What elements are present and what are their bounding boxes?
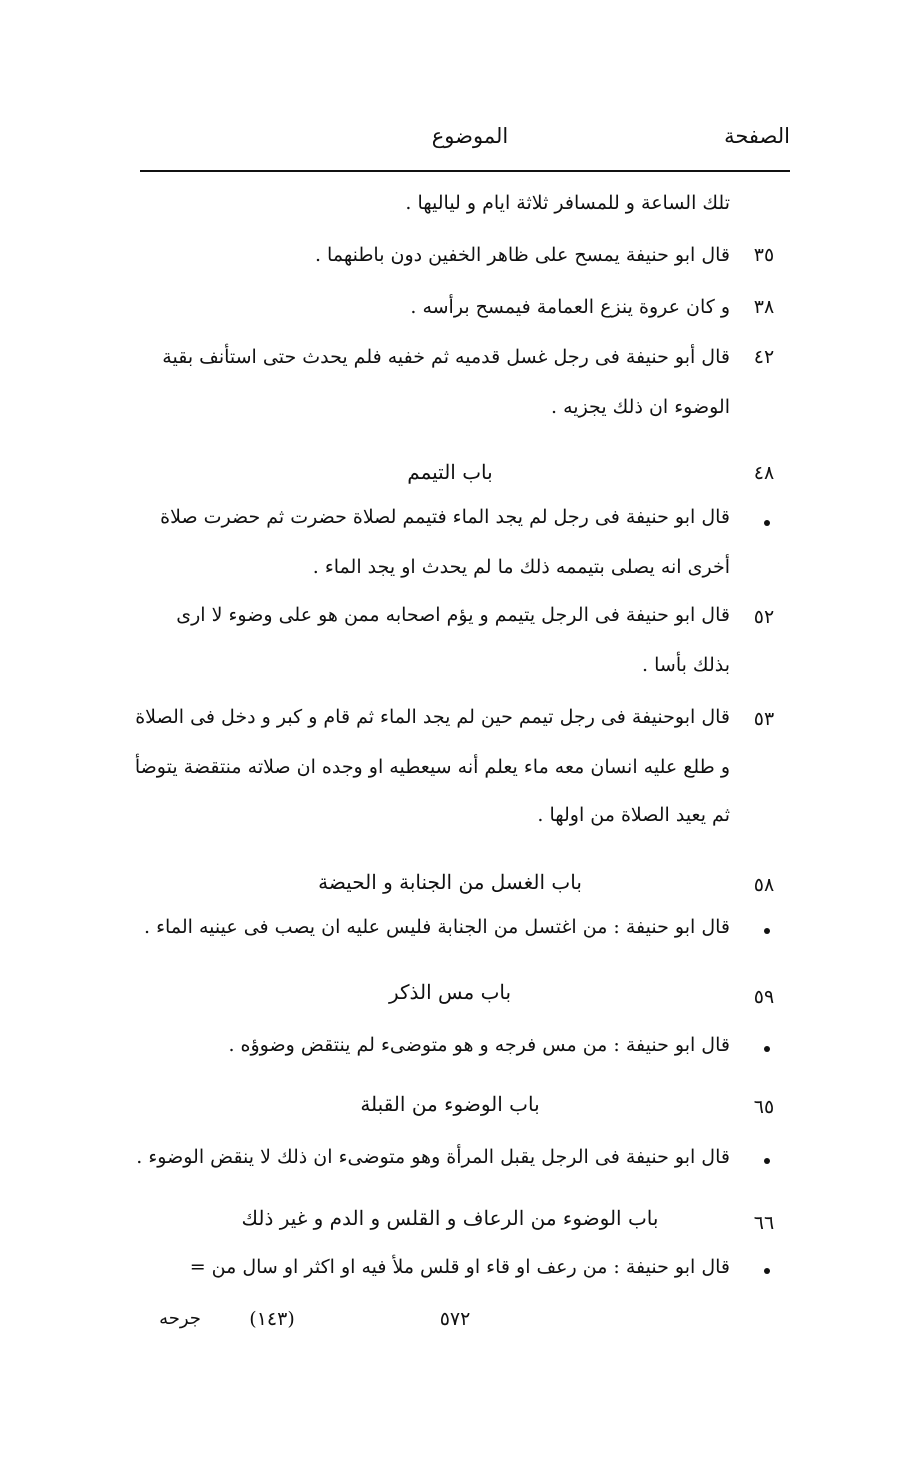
entry-text-line: أخرى انه يصلى بتيممه ذلك ما لم يحدث او يجد الماء . xyxy=(312,556,730,578)
section-heading: باب الغسل من الجنابة و الحيضة xyxy=(318,870,582,894)
entry-text-line: ثم يعيد الصلاة من اولها . xyxy=(537,804,730,826)
entry-page-number: ٣٥ xyxy=(753,244,775,266)
entry-page-number: ٣٨ xyxy=(753,296,775,318)
header-rule xyxy=(140,170,790,172)
bullet-marker xyxy=(764,1268,770,1274)
header-page-label: الصفحة xyxy=(724,124,790,148)
entry-text-line: قال ابو حنيفة : من رعف او قاء او قلس ملأ فيه او اكثر او سال من = xyxy=(189,1256,730,1278)
entry-text-line: قال ابوحنيفة فى رجل تيمم حين لم يجد الماء ثم قام و كبر و دخل فى الصلاة xyxy=(135,706,730,728)
section-page-number: ٦٥ xyxy=(753,1096,775,1118)
section-page-number: ٦٦ xyxy=(753,1212,775,1234)
bullet-marker xyxy=(764,1046,770,1052)
entry-text-line: قال ابو حنيفة يمسح على ظاهر الخفين دون باطنهما . xyxy=(314,244,730,266)
section-page-number: ٥٩ xyxy=(753,986,775,1008)
section-page-number: ٥٨ xyxy=(753,874,775,896)
entry-page-number: ٥٢ xyxy=(753,606,775,628)
footer-volume-number: (١٤٣) xyxy=(249,1308,295,1330)
entry-text-line: بذلك بأسا . xyxy=(642,654,730,676)
footer-signature-mark: جرحه xyxy=(159,1308,201,1329)
section-heading: باب التيمم xyxy=(407,460,493,484)
entry-text-line: قال ابو حنيفة فى الرجل يتيمم و يؤم اصحابه ممن هو على وضوء لا ارى xyxy=(176,604,730,626)
bullet-marker xyxy=(764,520,770,526)
section-heading: باب الوضوء من القبلة xyxy=(360,1092,540,1116)
entry-text-line: و طلع عليه انسان معه ماء يعلم أنه سيعطيه او وجده ان صلاته منتقضة يتوضأ xyxy=(134,756,730,778)
bullet-marker xyxy=(764,1158,770,1164)
entry-page-number: ٥٣ xyxy=(753,708,775,730)
section-heading: باب الوضوء من الرعاف و القلس و الدم و غير ذلك xyxy=(241,1206,659,1230)
entry-text-line: تلك الساعة و للمسافر ثلاثة ايام و لياليها . xyxy=(405,192,730,214)
entry-text-line: قال ابو حنيفة فى رجل لم يجد الماء فتيمم لصلاة حضرت ثم حضرت صلاة xyxy=(160,506,730,528)
footer-page-number: ٥٧٢ xyxy=(439,1308,471,1330)
entry-text-line: قال ابو حنيفة : من مس فرجه و هو متوضىء لم ينتقض وضوؤه . xyxy=(228,1034,730,1056)
section-heading: باب مس الذكر xyxy=(388,980,512,1004)
section-page-number: ٤٨ xyxy=(753,462,775,484)
entry-page-number: ٤٢ xyxy=(753,346,775,368)
entry-text-line: الوضوء ان ذلك يجزيه . xyxy=(551,396,730,418)
entry-text-line: قال ابو حنيفة فى الرجل يقبل المرأة وهو متوضىء ان ذلك لا ينقض الوضوء . xyxy=(136,1146,730,1168)
header-topic-label: الموضوع xyxy=(431,124,509,148)
entry-text-line: قال أبو حنيفة فى رجل غسل قدميه ثم خفيه فلم يحدث حتى استأنف بقية xyxy=(162,346,730,368)
entry-text-line: و كان عروة ينزع العمامة فيمسح برأسه . xyxy=(410,296,730,318)
bullet-marker xyxy=(764,928,770,934)
entry-text-line: قال ابو حنيفة : من اغتسل من الجنابة فليس عليه ان يصب فى عينيه الماء . xyxy=(144,916,730,938)
